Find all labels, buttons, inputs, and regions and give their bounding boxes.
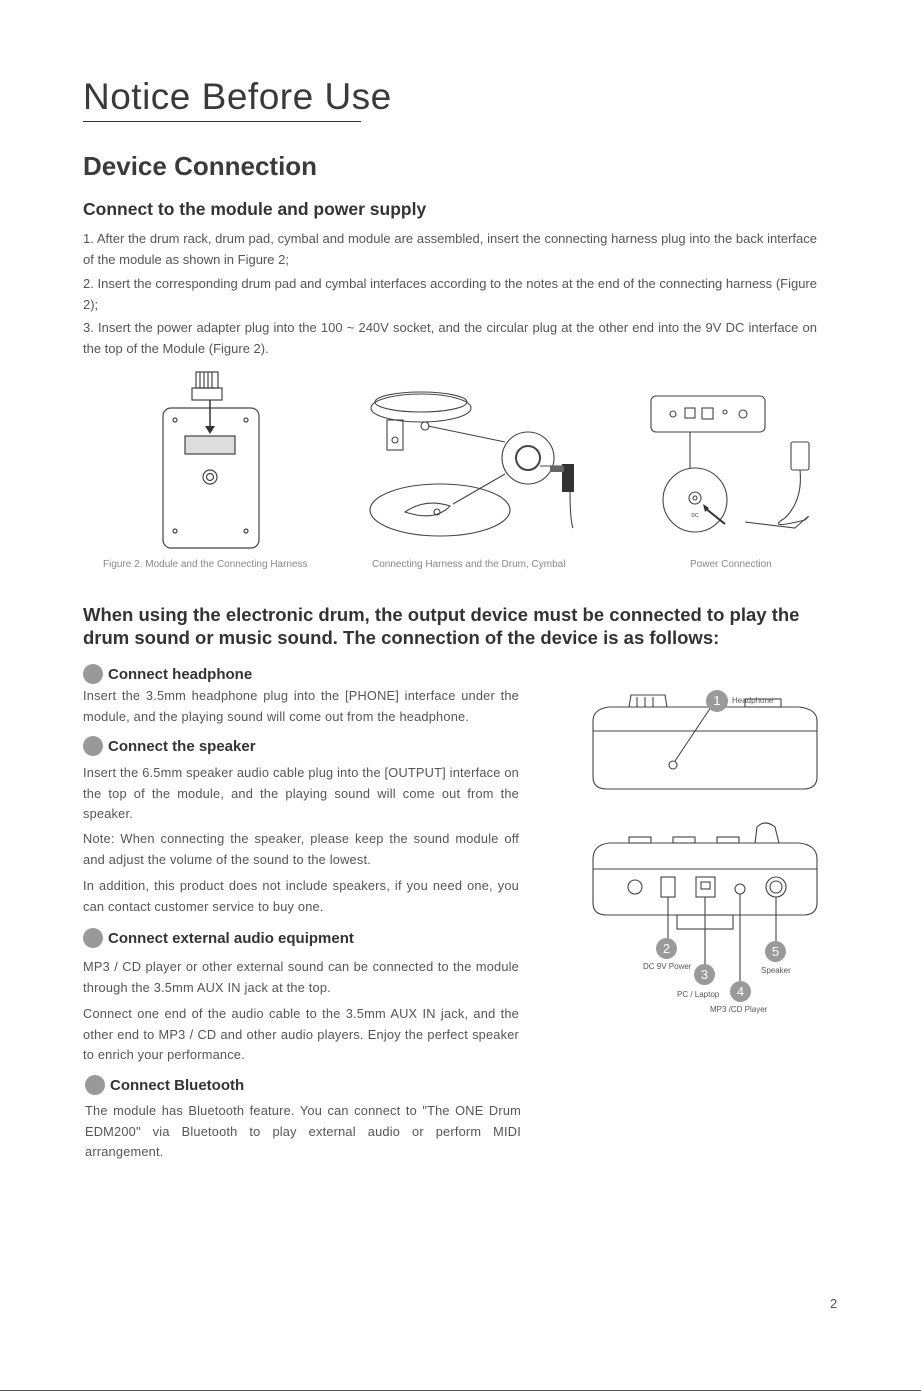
dc-port-label: DC	[691, 513, 699, 519]
step-2: 2. Insert the corresponding drum pad and cymbal interfaces according to the notes at the end of the connecting harness (Figure 2);	[83, 276, 817, 312]
bullet-dot	[83, 736, 103, 756]
title-underline	[83, 121, 361, 122]
heading-text: Connect the speaker	[108, 737, 256, 755]
speaker-paragraph: Insert the 6.5mm speaker audio cable plug into the [OUTPUT] interface on the top of the module, and the playing sound will come out from the speaker.	[83, 765, 519, 821]
subheading-module-power: Connect to the module and power supply	[83, 199, 427, 219]
page-title: Notice Before Use	[83, 76, 392, 117]
section-heading-device-connection: Device Connection	[83, 151, 318, 181]
heading-connect-external-audio	[83, 928, 354, 948]
bullet-dot	[83, 664, 103, 684]
bluetooth-paragraph: The module has Bluetooth feature. You can connect to "The ONE Drum EDM200" via Bluetooth to play external audio or perform MIDI arrangement.	[85, 1103, 521, 1159]
heading-connect-bluetooth	[85, 1075, 244, 1095]
page-number: 2	[830, 1296, 838, 1311]
callout-3-label: PC / Laptop	[677, 990, 720, 999]
figure-caption-power: Power Connection	[690, 559, 772, 570]
callout-4-badge: 4	[730, 981, 751, 1002]
drum-cymbal-harness-illustration	[365, 380, 585, 540]
heading-connect-headphone	[83, 664, 252, 684]
callout-1-badge: 1	[706, 690, 728, 712]
output-device-heading: When using the electronic drum, the output device must be connected to play the drum sound or music sound. The connection of the device is as follows:	[83, 604, 800, 648]
bullet-dot	[85, 1075, 105, 1095]
callout-3-badge: 3	[694, 964, 715, 985]
callout-4-label: MP3 /CD Player	[710, 1005, 768, 1014]
headphone-paragraph: Insert the 3.5mm headphone plug into the [PHONE] interface under the module, and the playing sound will come out from the headphone.	[83, 688, 519, 724]
speaker-note-paragraph: Note: When connecting the speaker, please keep the sound module off and adjust the volume of the sound to the lowest.	[83, 831, 519, 867]
callout-5-label: Speaker	[761, 966, 791, 975]
heading-text: Connect headphone	[108, 665, 253, 683]
bullet-dot	[83, 928, 103, 948]
power-connection-illustration	[645, 390, 825, 550]
callout-2-label: DC 9V Power	[643, 962, 692, 971]
figure-caption-drum-cymbal: Connecting Harness and the Drum, Cymbal	[372, 559, 566, 570]
heading-text: Connect external audio equipment	[108, 929, 354, 947]
heading-text: Connect Bluetooth	[110, 1076, 245, 1094]
heading-connect-speaker	[83, 736, 256, 756]
module-harness-illustration	[150, 368, 275, 553]
bottom-border	[0, 1390, 921, 1391]
speaker-purchase-paragraph: In addition, this product does not include speakers, if you need one, you can contact customer service to buy one.	[83, 878, 519, 914]
external-audio-paragraph: MP3 / CD player or other external sound can be connected to the module through the 3.5mm AUX IN jack at the top.	[83, 959, 519, 995]
figure-caption-module-harness: Figure 2. Module and the Connecting Harness	[103, 559, 308, 570]
callout-2-badge: 2	[656, 938, 677, 959]
step-1: 1. After the drum rack, drum pad, cymbal and module are assembled, insert the connecting harness plug into the back interface of the module as shown in Figure 2;	[83, 231, 817, 267]
callout-1-label: Headphone	[732, 696, 774, 705]
external-audio-cable-paragraph: Connect one end of the audio cable to the 3.5mm AUX IN jack, and the other end to MP3 / CD and other audio players. Enjoy the perfect speaker to enrich your performance.	[83, 1006, 519, 1062]
step-3: 3. Insert the power adapter plug into the 100 ~ 240V socket, and the circular plug at the other end into the 9V DC interface on the top of the Module (Figure 2).	[83, 320, 817, 356]
callout-5-badge: 5	[765, 941, 786, 962]
